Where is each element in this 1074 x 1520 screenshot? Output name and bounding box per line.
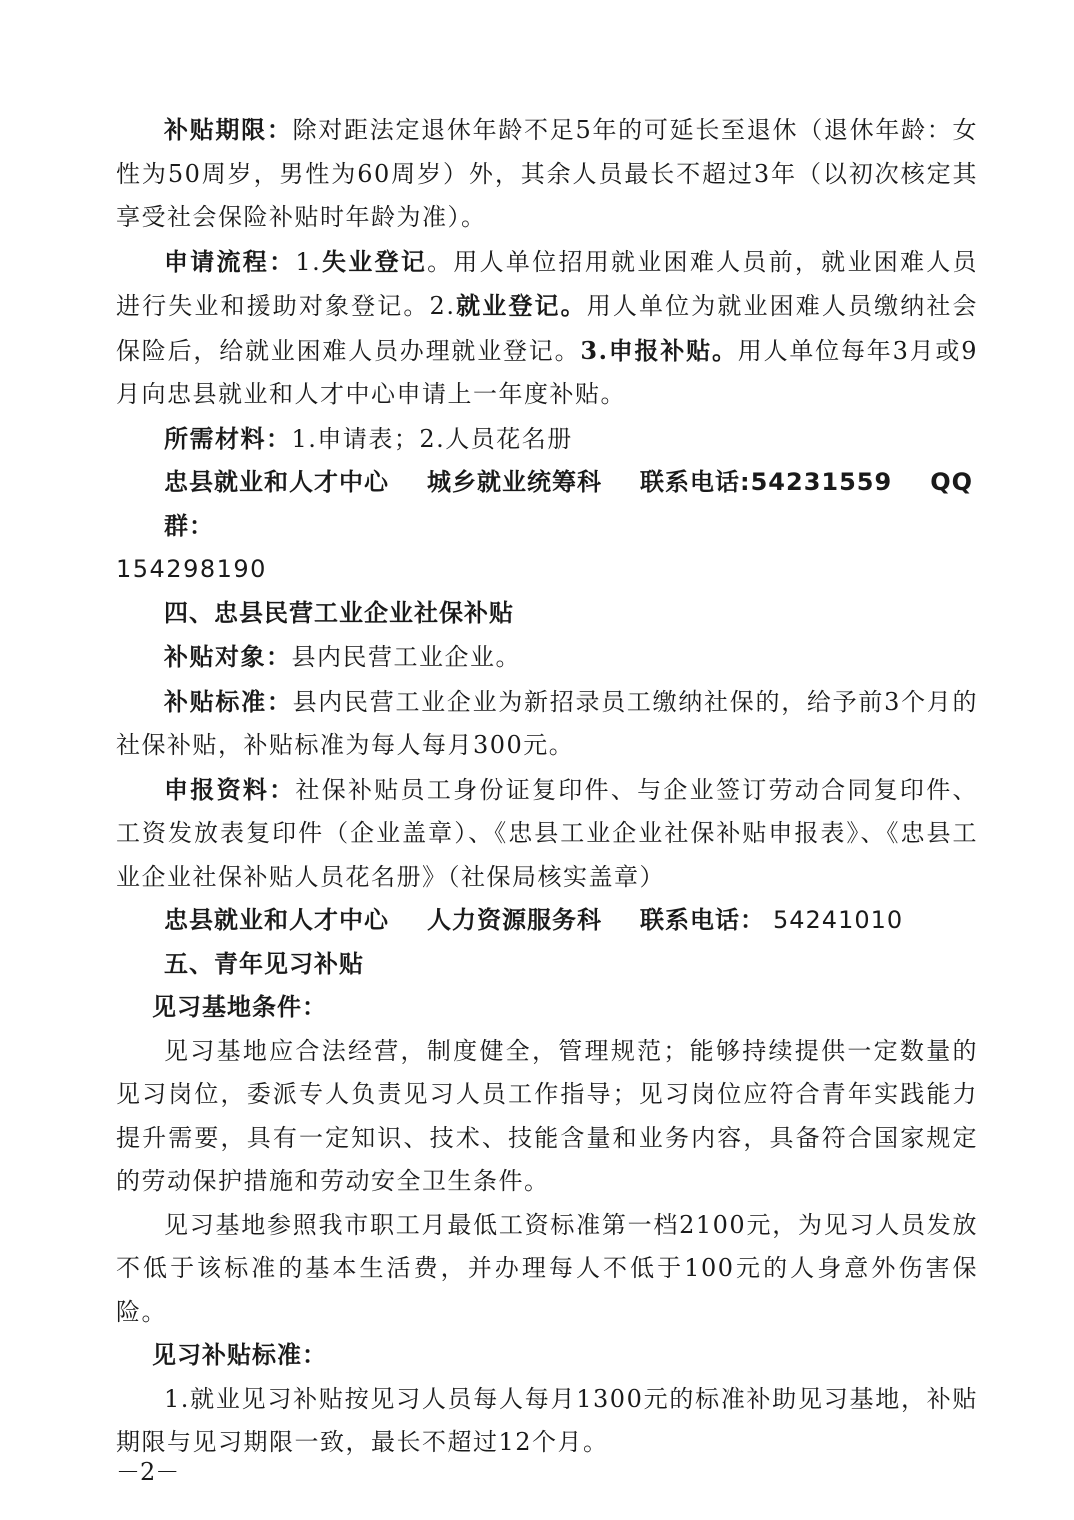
step2-number: 2. [429, 292, 456, 320]
materials-text: 1.申请表；2.人员花名册 [291, 424, 573, 453]
section5-heading: 五、青年见习补贴 [164, 949, 364, 978]
application-process-label: 申请流程： [164, 246, 296, 276]
section4-docs-label: 申报资料： [164, 774, 296, 804]
section5-base-paragraph-2: 见习基地参照我市职工月最低工资标准第一档2100元，为见习人员发放不低于该标准的基本生活费，并办理每人不低于100元的人身意外伤害保险。 [116, 1210, 978, 1326]
section4-heading: 四、忠县民营工业企业社保补贴 [164, 598, 514, 627]
contact2-dept: 人力资源服务科 [427, 906, 602, 934]
subsidy-period-label: 补贴期限： [164, 115, 293, 144]
step2-title: 就业登记。 [455, 291, 587, 320]
section4-target-label: 补贴对象： [164, 642, 292, 671]
materials-label: 所需材料： [164, 423, 292, 453]
section4-docs-text: 社保补贴员工身份证复印件、与企业签订劳动合同复印件、工资发放表复印件（企业盖章）、《忠县工业企业社保补贴申报表》、《忠县工业企业社保补贴人员花名册》（社保局核实盖章） [116, 775, 979, 891]
document-body [116, 108, 978, 1465]
section5-subsidy-label: 见习补贴标准： [152, 1341, 327, 1369]
contact1-qq-label: QQ群： [164, 468, 974, 540]
contact1-org: 忠县就业和人才中心 [164, 468, 389, 496]
step3-text: 用人单位每年3月或9月向忠县就业和人才中心申请上一年度补贴。 [116, 336, 979, 408]
contact-line-2 [116, 899, 978, 943]
contact1-dept: 城乡就业统筹科 [427, 468, 602, 496]
step1-text: 。用人单位招用就业困难人员前，就业困难人员进行失业和援助对象登记。 [116, 247, 979, 320]
section4-target-text: 县内民营工业企业。 [291, 643, 521, 671]
section5-base-paragraph-1: 见习基地应合法经营，制度健全，管理规范；能够持续提供一定数量的见习岗位，委派专人负责见习人员工作指导；见习岗位应符合青年实践能力提升需要，具有一定知识、技术、技能含量和业务内容，具备符合国家规定的劳动保护措施和劳动安全卫生条件。 [116, 1036, 978, 1195]
section5-base-label: 见习基地条件： [152, 993, 327, 1021]
step1-title: 失业登记 [321, 246, 428, 276]
section4-standard-paragraph [116, 680, 978, 768]
contact-line-1 [116, 461, 978, 548]
contact1-qq-number: 154298190 [116, 555, 267, 583]
materials-paragraph [116, 417, 978, 462]
step3-title: 3.申报补贴。 [580, 335, 738, 365]
section4-standard-label: 补贴标准： [164, 686, 293, 716]
step2-text: 用人单位为就业困难人员缴纳社会保险后，给就业困难人员办理就业登记。 [116, 292, 979, 365]
contact2-phone-label: 联系电话： [640, 906, 765, 934]
contact2-org: 忠县就业和人才中心 [164, 906, 389, 934]
step1-number: 1. [295, 247, 322, 276]
contact1-phone: 联系电话:54231559 [640, 468, 893, 496]
subsidy-period-text: 除对距法定退休年龄不足5年的可延长至退休（退休年龄：女性为50周岁，男性为60周岁）外，其余人员最长不超过3年（以初次核定其享受社会保险补贴时年龄为准）。 [116, 116, 978, 231]
page-number: －2－ [116, 1458, 180, 1486]
section5-subsidy-paragraph-1: 1.就业见习补贴按见习人员每人每月1300元的标准补助见习基地，补贴期限与见习期限一致，最长不超过12个月。 [116, 1384, 978, 1456]
subsidy-period-paragraph [116, 108, 978, 240]
section4-standard-text: 县内民营工业企业为新招录员工缴纳社保的，给予前3个月的社保补贴，补贴标准为每人每月300元。 [116, 687, 978, 759]
contact2-phone: 54241010 [773, 906, 904, 934]
section4-target-paragraph [116, 635, 978, 680]
section4-docs-paragraph [116, 768, 978, 900]
application-process-paragraph [116, 240, 978, 417]
